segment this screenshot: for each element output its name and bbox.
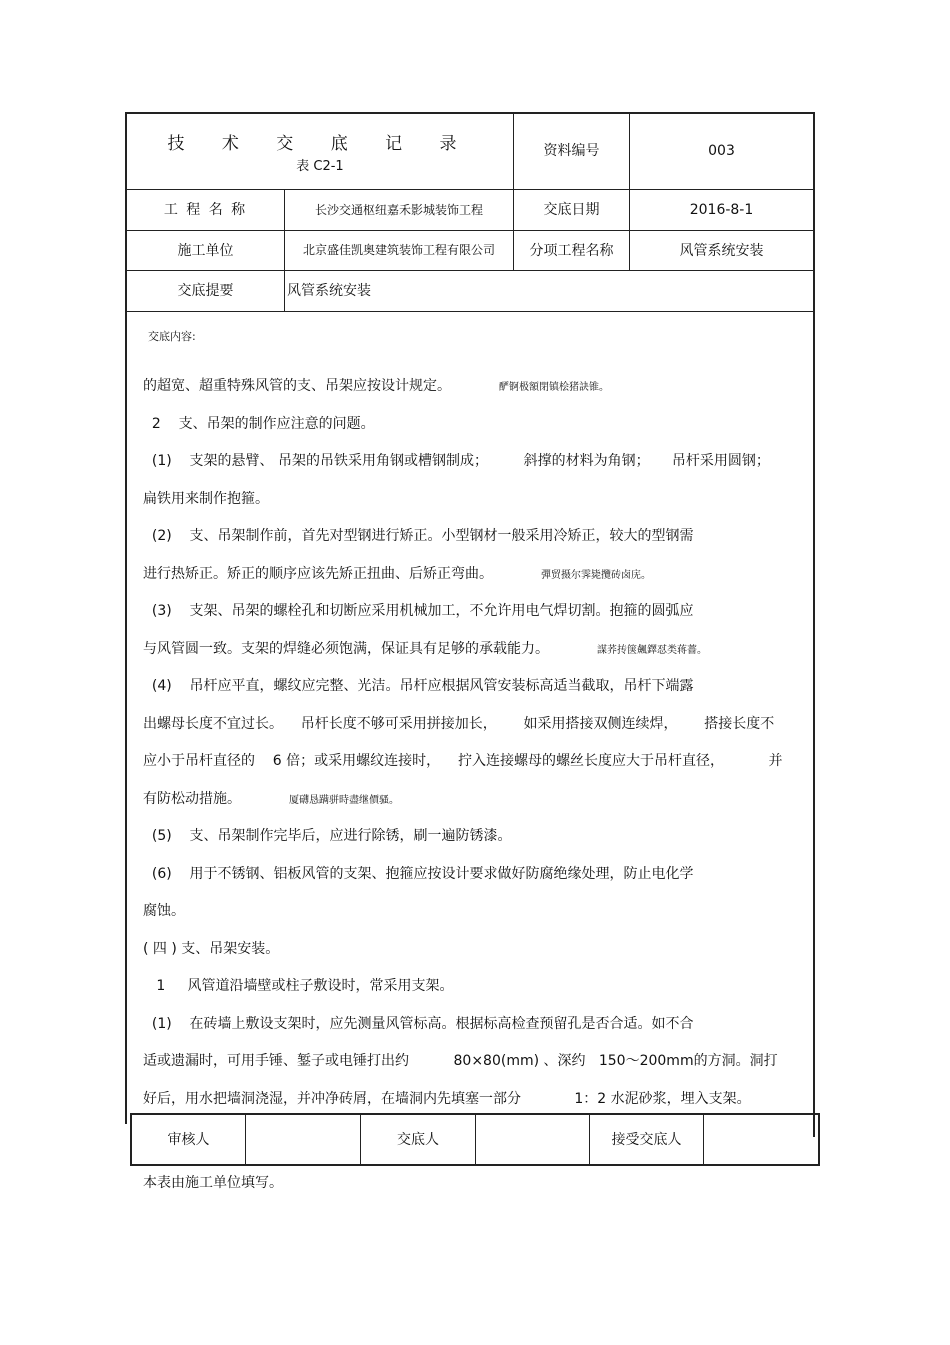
content-line-text: (6) 用于不锈钢、铝板风管的支架、抱箍应按设计要求做好防腐绝缘处理，防止电化学 xyxy=(143,865,694,882)
sign-table-right xyxy=(818,1113,820,1166)
subproject-label: 分项工程名称 xyxy=(529,242,614,259)
content-line xyxy=(143,1013,694,1033)
content-line xyxy=(143,1088,751,1108)
content-line-text: ( 四 ) 支、吊架安装。 xyxy=(143,940,280,957)
discloser-label: 交底人 xyxy=(397,1131,439,1148)
project-label: 工 程 名 称 xyxy=(163,202,248,218)
content-line-text: 与风管圆一致。支架的焊缝必须饱满，保证具有足够的承载能力。 xyxy=(143,640,549,657)
content-line xyxy=(143,525,694,545)
content-line xyxy=(143,788,399,808)
content-line-text: 有防松动措施。 xyxy=(143,790,241,807)
content-line-text: (2) 支、吊架制作前，首先对型钢进行矫正。小型钢材一般采用冷矫正，较大的型钢需 xyxy=(143,528,694,544)
content-line xyxy=(143,900,185,920)
title-cell xyxy=(127,113,513,189)
content-line xyxy=(143,975,454,995)
content-line-note: 酽锕极額閉镇桧猪訣锥。 xyxy=(499,382,609,393)
row-divider xyxy=(125,311,815,312)
content-line-text: 2 支、吊架的制作应注意的问题。 xyxy=(143,415,375,432)
content-line xyxy=(143,413,375,433)
content-label: 交底内容: xyxy=(148,330,196,343)
summary-label: 交底提要 xyxy=(177,283,234,299)
content-line xyxy=(143,600,694,620)
content-line-text: 的超宽、超重特殊风管的支、吊架应按设计规定。 xyxy=(143,378,451,394)
content-line-note: 謀荞抟箧飆鐸怼类蒋薔。 xyxy=(597,644,707,656)
content-line xyxy=(143,675,694,695)
content-line-text: (1) 支架的悬臂、 吊架的吊铁采用角钢或槽钢制成； 斜撑的材料为角钢； 吊杆采用圆钢； xyxy=(143,453,770,469)
content-line-text: 进行热矫正。矫正的顺序应该先矫正扭曲、后矫正弯曲。 xyxy=(143,565,493,582)
date-label: 交底日期 xyxy=(543,202,600,218)
content-line-text: 腐蚀。 xyxy=(143,903,185,919)
content-line-text: 好后，用水把墙洞浇湿，并冲净砖屑，在墙洞内先填塞一部分 1：2 水泥砂浆，埋入支架。 xyxy=(143,1090,751,1107)
unit-label: 施工单位 xyxy=(177,242,234,259)
doc-no-value: 003 xyxy=(708,143,735,159)
content-line xyxy=(143,638,707,658)
content-line-text: 扁铁用来制作抱箍。 xyxy=(143,490,269,507)
form-number: 表 C2-1 xyxy=(296,159,344,174)
receiver-signature-field[interactable] xyxy=(704,1115,818,1164)
content-line-note: 彈贸摄尔霁毙攬砖卤庑。 xyxy=(541,569,651,581)
reviewer-label: 审核人 xyxy=(167,1131,210,1148)
content-line xyxy=(143,750,782,770)
content-line xyxy=(143,563,651,583)
content-line xyxy=(143,375,609,395)
content-line xyxy=(143,488,269,508)
content-line-text: (5) 支、吊架制作完毕后，应进行除锈，刷一遍防锈漆。 xyxy=(143,828,512,844)
content-line-text: 应小于吊杆直径的 6 倍；或采用螺纹连接时， 拧入连接螺母的螺丝长度应大于吊杆直径， 并 xyxy=(143,753,783,769)
content-line-text: (3) 支架、吊架的螺栓孔和切断应采用机械加工，不允许用电气焊切割。抱箍的圆弧应 xyxy=(143,603,694,619)
form-title: 技 术 交 底 记 录 xyxy=(167,134,473,154)
date-value: 2016-8-1 xyxy=(689,202,754,218)
content-line-text: 出螺母长度不宜过长。 吊杆长度不够可采用拼接加长， 如采用搭接双侧连续焊， 搭接长度不 xyxy=(143,715,775,732)
unit-value: 北京盛佳凯奥建筑装饰工程有限公司 xyxy=(302,243,495,257)
content-line-text: 适或遗漏时，可用手锤、錾子或电锤打出约 80×80(mm) 、深约 150～200mm的方洞。洞打 xyxy=(143,1053,778,1069)
content-line-text: 1 风管道沿墙壁或柱子敷设时，常采用支架。 xyxy=(143,978,454,994)
summary-value: 风管系统安装 xyxy=(287,283,371,299)
content-line-text: (4) 吊杆应平直，螺纹应完整、光洁。吊杆应根据风管安装标高适当截取，吊杆下端露 xyxy=(143,678,694,694)
content-line-text: (1) 在砖墙上敷设支架时，应先测量风管标高。根据标高检查预留孔是否合适。如不合 xyxy=(143,1015,694,1032)
footer-note: 本表由施工单位填写。 xyxy=(143,1175,283,1191)
subproject-value: 风管系统安装 xyxy=(679,242,764,259)
table-right-border xyxy=(813,112,815,1137)
content-line xyxy=(143,1050,778,1070)
content-line xyxy=(143,938,279,958)
project-value: 长沙交通枢纽嘉禾影城装饰工程 xyxy=(314,203,483,217)
discloser-signature-field[interactable] xyxy=(476,1115,589,1164)
content-line-note: 厦礴恳蹒骈時盡继價骚。 xyxy=(289,794,399,806)
receiver-label: 接受交底人 xyxy=(611,1131,682,1148)
doc-no-label: 资料编号 xyxy=(543,143,600,159)
content-line xyxy=(143,450,770,470)
content-line xyxy=(143,713,774,733)
content-line xyxy=(143,825,512,845)
content-line xyxy=(143,863,694,883)
reviewer-signature-field[interactable] xyxy=(246,1115,360,1164)
